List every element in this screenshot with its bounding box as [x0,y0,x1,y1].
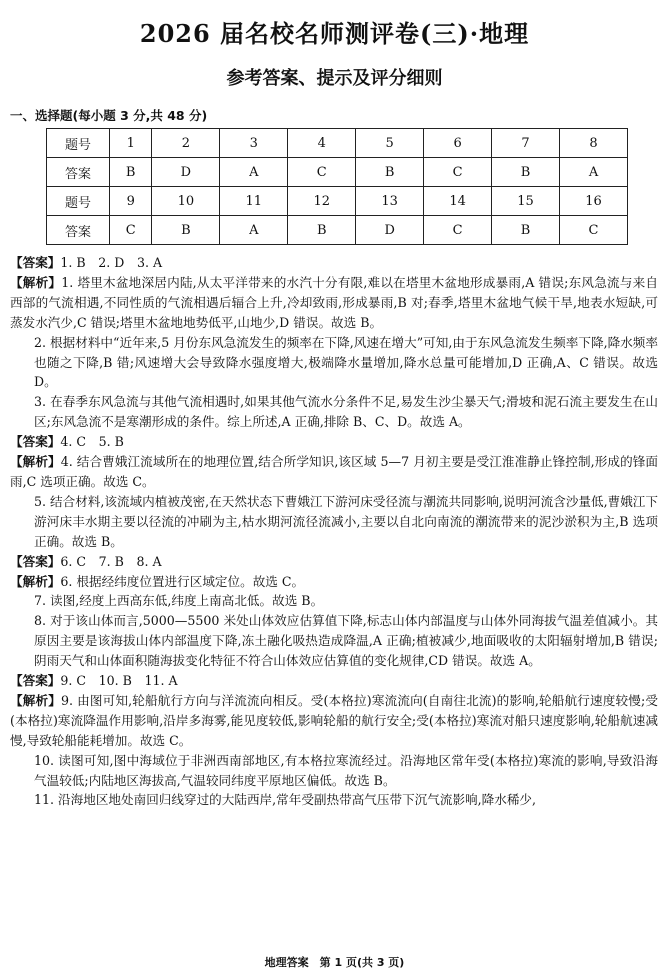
table-cell: A [560,158,628,187]
table-cell: 1 [110,129,152,158]
paragraph-text: 4. 结合曹娥江流域所在的地理位置,结合所学知识,该区域 5—7 月初主要是受江淮准静止锋控制,形成的锋面雨,C 选项正确。故选 C。 [10,454,659,489]
paragraph-text: 1. 塔里木盆地深居内陆,从太平洋带来的水汽十分有限,难以在塔里木盆地形成暴雨,A 错误;东风急流与来自西部的气流相遇,不同性质的气流相遇后辐合上升,冷却致雨,形成暴雨,B 对;春季,塔里木盆地气候干旱,地表水短缺,可蒸发水汽少,C 错误;塔里木盆地地势低平,山地少,D 错误。故选 B。 [10,274,658,330]
section-heading: 一、选择题(每小题 3 分,共 48 分) [10,108,208,123]
table-cell: 13 [356,187,424,216]
labeled-paragraph [10,691,658,751]
paragraph-tag: 【解析】 [10,692,61,708]
labeled-paragraph [10,552,658,572]
table-cell: D [152,158,220,187]
paragraph-tag: 【答案】 [10,553,61,569]
labeled-paragraph [10,572,658,592]
page-footer: 地理答案 第 1 页(共 3 页) [264,956,405,969]
paragraph-text: 10. 读图可知,图中海域位于非洲西南部地区,有本格拉寒流经过。沿海地区常年受(本格拉)寒流的影响,导致沿海气温较低;内陆地区海拔高,气温较同纬度平原地区偏低。故选 B。 [34,752,658,788]
table-cell: 11 [220,187,288,216]
table-cell: B [288,216,356,245]
table-cell: 6 [424,129,492,158]
table-cell: C [110,216,152,245]
table-cell: 5 [356,129,424,158]
table-cell: 14 [424,187,492,216]
labeled-paragraph [10,671,658,691]
paragraph [10,790,658,810]
table-cell: B [110,158,152,187]
table-cell: 3 [220,129,288,158]
table-row [47,216,628,245]
table-cell: B [356,158,424,187]
paragraph [10,492,658,552]
paragraph [10,333,658,393]
table-row [47,129,628,158]
paragraph-text: 4. C 5. B [60,434,124,450]
paragraph-text: 9. C 10. B 11. A [60,673,178,689]
table-cell: C [424,158,492,187]
table-cell: 10 [152,187,220,216]
table-row-header: 答案 [47,216,110,245]
table-cell: B [152,216,220,245]
table-cell: D [356,216,424,245]
paragraph-tag: 【答案】 [10,673,61,689]
answer-table [46,128,628,245]
explanation-body [10,253,658,810]
table-row-header: 答案 [47,158,110,187]
paragraph-text: 1. B 2. D 3. A [60,255,163,270]
paragraph-tag: 【解析】 [10,454,61,470]
table-row [47,187,628,216]
page-subtitle: 参考答案、提示及评分细则 [226,68,443,89]
table-cell: C [424,216,492,245]
paragraph-tag: 【答案】 [10,434,61,450]
table-row-header: 题号 [47,187,110,216]
labeled-paragraph [10,452,658,492]
table-cell: A [220,216,288,245]
table-row [47,158,628,187]
table-cell: B [492,158,560,187]
paragraph [10,751,658,791]
page-title: 2026 届名校名师测评卷(三)·地理 [139,19,530,48]
table-cell: C [560,216,628,245]
table-cell: 4 [288,129,356,158]
paragraph-text: 6. 根据经纬度位置进行区域定位。故选 C。 [60,573,305,589]
paragraph [10,591,658,611]
paragraph [10,392,658,432]
table-row-header: 题号 [47,129,110,158]
labeled-paragraph [10,253,658,273]
paragraph-text: 9. 由图可知,轮船航行方向与洋流流向相反。受(本格拉)寒流流向(自南往北流)的影响,轮船航行速度较慢;受(本格拉)寒流降温作用影响,沿岸多海雾,能见度较低,影响轮船的航行安全;受(本格拉)寒流对船只速度影响,轮船航速减慢,导致轮船能耗增加。故选 C。 [10,692,659,748]
labeled-paragraph [10,273,658,333]
paragraph-text: 2. 根据材料中“近年来,5 月份东风急流发生的频率在下降,风速在增大”可知,由于东风急流发生频率下降,降水频率也随之下降,B 错;风速增大会导致降水强度增大,极端降水量增加,降水总量可能增加,D 正确,A、C 错误。故选 D。 [34,334,658,390]
table-cell: B [492,216,560,245]
paragraph-text: 7. 读图,经度上西高东低,纬度上南高北低。故选 B。 [34,593,324,609]
table-cell: C [288,158,356,187]
table-cell: 8 [560,129,628,158]
paragraph-text: 8. 对于该山体而言,5000—5500 米处山体效应估算值下降,标志山体内部温度与山体外同海拔气温差值减小。其原因主要是该海拔山体内部温度下降,冻土融化吸热造成降温,A 正确;植被减少,地面吸收的太阳辐射增加,B 错误;阴雨天气和山体面积随海拔变化特征不符合山体效应估算值的变化规律,CD 错误。故选 A。 [34,613,658,669]
table-cell: 15 [492,187,560,216]
paragraph-text: 5. 结合材料,该流域内植被茂密,在天然状态下曹娥江下游河床受径流与潮流共同影响,说明河流含沙量低,曹娥江下游河床丰水期主要以径流的冲刷为主,枯水期河流径流减小,主要以自北向南流的潮流带来的泥沙淤积为主,B 选项正确。故选 B。 [34,493,658,549]
paragraph-tag: 【答案】 [10,255,61,270]
table-cell: 7 [492,129,560,158]
table-cell: 9 [110,187,152,216]
paragraph-tag: 【解析】 [10,274,62,290]
table-cell: 2 [152,129,220,158]
table-cell: 12 [288,187,356,216]
labeled-paragraph [10,432,658,452]
paragraph-text: 11. 沿海地区地处南回归线穿过的大陆西岸,常年受副热带高气压带下沉气流影响,降水稀少, [34,792,537,808]
table-cell: 16 [560,187,628,216]
paragraph-tag: 【解析】 [10,573,61,589]
paragraph-text: 6. C 7. B 8. A [60,553,162,569]
table-cell: A [220,158,288,187]
paragraph [10,611,658,671]
paragraph-text: 3. 在春季东风急流与其他气流相遇时,如果其他气流水分条件不足,易发生沙尘暴天气;滑坡和泥石流主要发生在山区;东风急流不是寒潮形成的条件。综上所述,A 正确,排除 B、C、D。故选 A。 [34,394,658,430]
